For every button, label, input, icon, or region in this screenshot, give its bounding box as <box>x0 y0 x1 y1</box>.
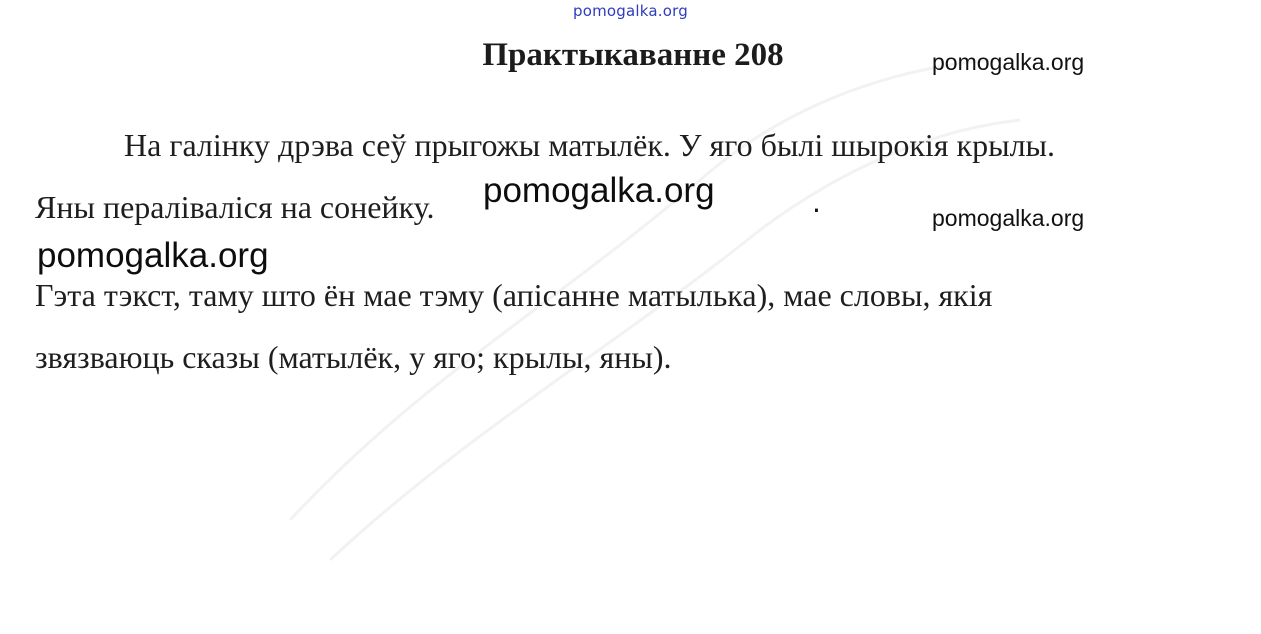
exercise-line-2: Яны пераліваліся на сонейку. <box>35 189 435 225</box>
site-link[interactable]: pomogalka.org <box>573 2 688 20</box>
watermark-center: pomogalka.org <box>483 171 715 210</box>
exercise-line-3: Гэта тэкст, таму што ён мае тэму (апісанне матылька), мае словы, якія <box>35 277 993 313</box>
page-title: Практыкаванне 208 <box>482 37 784 73</box>
watermark-dot: . <box>812 186 821 219</box>
watermark-left: pomogalka.org <box>37 236 269 275</box>
exercise-line-1: На галінку дрэва сеў прыгожы матылёк. У яго былі шырокія крылы. <box>124 127 1056 163</box>
watermark-right: pomogalka.org <box>932 205 1085 231</box>
watermark-top-right: pomogalka.org <box>932 49 1085 75</box>
exercise-line-4: звязваюць сказы (матылёк, у яго; крылы, яны). <box>35 339 672 375</box>
